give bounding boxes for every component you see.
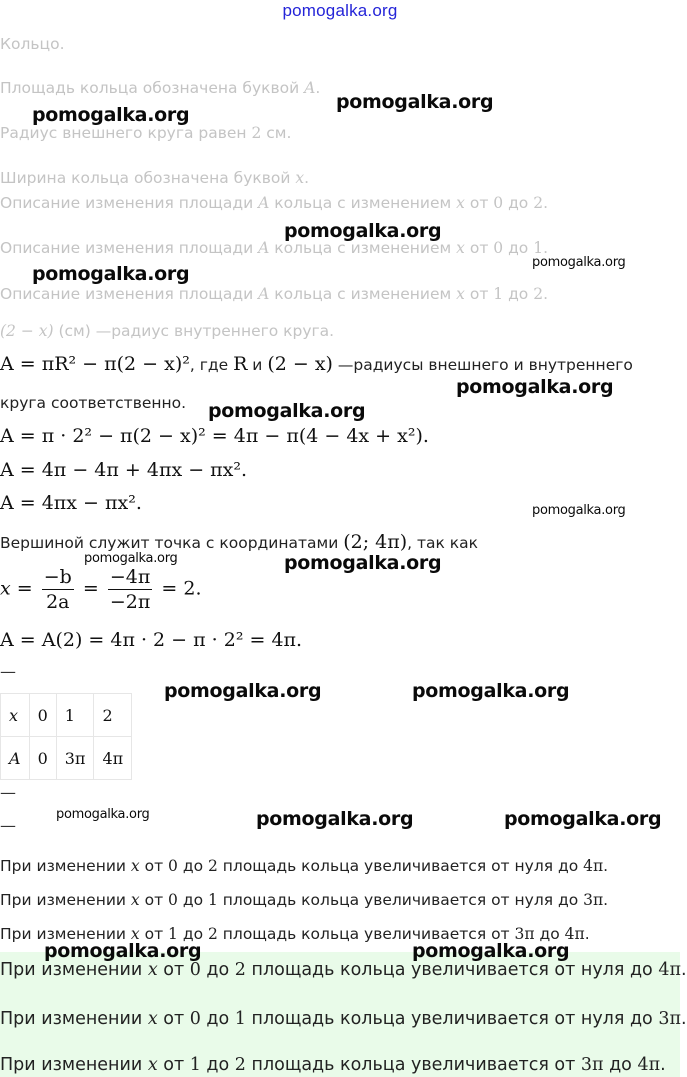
- text: кольца с изменением: [269, 194, 457, 212]
- value: 0: [493, 194, 504, 212]
- text: площадь кольца увеличивается от нуля до: [217, 857, 584, 875]
- text: При изменении: [0, 925, 131, 943]
- text: Описание изменения площади: [0, 285, 259, 303]
- var-x: x: [456, 194, 465, 212]
- text: площадь кольца увеличивается от нуля до: [245, 960, 659, 980]
- inner-radius-expr: (2 − x): [0, 322, 54, 340]
- watermark: pomogalka.org: [284, 220, 442, 242]
- inner-radius-line: [0, 320, 334, 342]
- conclusion-big-2: [0, 1007, 687, 1031]
- text: (см) —радиус внутреннего круга.: [53, 322, 335, 340]
- text: При изменении: [0, 857, 131, 875]
- text: до: [603, 1055, 638, 1075]
- watermark: pomogalka.org: [532, 255, 626, 270]
- text: .: [680, 1009, 687, 1029]
- text: до: [534, 925, 565, 943]
- lhs: x =: [0, 577, 33, 600]
- formula1-continuation: круга соответственно.: [0, 394, 187, 412]
- text: Описание изменения площади: [0, 194, 259, 212]
- value: 0: [493, 239, 504, 257]
- value: 3π: [514, 925, 535, 943]
- text: от: [157, 1055, 190, 1075]
- text: от: [157, 960, 190, 980]
- value: 2: [207, 857, 218, 875]
- inner-radius-expr: (2 − x): [267, 353, 333, 375]
- table-cell: 0: [29, 694, 56, 737]
- text: площадь кольца увеличивается от: [217, 925, 515, 943]
- watermark: pomogalka.org: [256, 808, 414, 830]
- table-cell: 2: [94, 694, 132, 737]
- value: 2: [533, 194, 544, 212]
- denominator: −2π: [109, 591, 151, 613]
- problem-task-3: [0, 283, 548, 305]
- text: .: [304, 169, 310, 187]
- text: от: [157, 1009, 190, 1029]
- text: до: [503, 285, 534, 303]
- var-r: R: [233, 353, 248, 375]
- text: При изменении: [0, 891, 131, 909]
- denominator: 2a: [46, 591, 70, 613]
- text: При изменении: [0, 1009, 148, 1029]
- table-row: [1, 737, 132, 780]
- watermark: pomogalka.org: [208, 400, 366, 422]
- text: до: [200, 960, 235, 980]
- text: площадь кольца увеличивается от: [245, 1055, 581, 1075]
- text: до: [503, 239, 534, 257]
- value: 1: [168, 925, 178, 943]
- value: 0: [189, 1009, 201, 1029]
- text: .: [603, 857, 609, 875]
- formula-area-final: A = 4πx − πx².: [0, 492, 142, 514]
- text: до: [200, 1009, 235, 1029]
- var-x: x: [147, 1009, 158, 1029]
- problem-line-area: [0, 77, 320, 99]
- watermark: pomogalka.org: [284, 552, 442, 574]
- problem-task-2: [0, 237, 548, 259]
- text: от: [139, 891, 169, 909]
- value: 2: [207, 925, 218, 943]
- problem-title: Кольцо.: [0, 35, 65, 53]
- text: , так как: [407, 534, 479, 552]
- text: .: [543, 239, 549, 257]
- dash-separator: —: [0, 816, 16, 835]
- formula-area-at-vertex: A = A(2) = 4π · 2 − π · 2² = 4π.: [0, 629, 303, 651]
- formula: A = πR² − π(2 − x)²: [0, 353, 190, 375]
- var-a: A: [258, 239, 270, 257]
- var-x: x: [295, 169, 305, 187]
- site-header-link[interactable]: pomogalka.org: [282, 1, 398, 20]
- value: 2: [234, 960, 246, 980]
- table-row: [1, 694, 132, 737]
- var-x: x: [130, 891, 140, 909]
- vertex-coordinate: (2; 4π): [343, 531, 408, 553]
- text: до: [177, 925, 208, 943]
- value: 3π: [658, 1009, 681, 1029]
- text: площадь кольца увеличивается от нуля до: [217, 891, 584, 909]
- watermark: pomogalka.org: [412, 940, 570, 962]
- equals: =: [82, 577, 99, 600]
- var-a: A: [304, 79, 316, 97]
- value: 4π: [637, 1055, 661, 1075]
- value: 1: [207, 891, 218, 909]
- fraction-b-2a: [42, 565, 74, 614]
- fraction-4pi-2pi: [108, 565, 153, 614]
- text: —радиусы внешнего и внутреннего: [332, 356, 633, 374]
- watermark: pomogalka.org: [412, 680, 570, 702]
- var-x: x: [130, 925, 140, 943]
- watermark: pomogalka.org: [84, 551, 178, 566]
- watermark: pomogalka.org: [56, 807, 150, 822]
- var-x: x: [147, 1055, 158, 1075]
- text: от: [139, 857, 169, 875]
- dash-separator: —: [0, 662, 16, 681]
- text: Площадь кольца обозначена буквой: [0, 79, 305, 97]
- text: .: [680, 960, 687, 980]
- value: 0: [189, 960, 201, 980]
- value: 3π: [583, 891, 604, 909]
- var-a: A: [258, 285, 270, 303]
- table-cell: A: [1, 737, 30, 780]
- text: .: [315, 79, 321, 97]
- text: и: [247, 356, 268, 374]
- text: Вершиной служит точка с координатами: [0, 534, 344, 552]
- text: Описание изменения площади: [0, 239, 259, 257]
- text: , где: [189, 356, 234, 374]
- text: до: [200, 1055, 235, 1075]
- value: 1: [493, 285, 504, 303]
- value: 2: [533, 285, 544, 303]
- text: .: [603, 891, 609, 909]
- text: кольца с изменением: [269, 239, 457, 257]
- values-table: [0, 693, 132, 780]
- text: Ширина кольца обозначена буквой: [0, 169, 296, 187]
- var-x: x: [456, 285, 465, 303]
- watermark: pomogalka.org: [32, 263, 190, 285]
- value: 3π: [580, 1055, 604, 1075]
- table-cell: 3π: [56, 737, 94, 780]
- watermark: pomogalka.org: [44, 940, 202, 962]
- text: .: [584, 925, 590, 943]
- text: .: [660, 1055, 666, 1075]
- watermark: pomogalka.org: [164, 680, 322, 702]
- text: площадь кольца увеличивается от нуля до: [245, 1009, 659, 1029]
- text: .: [543, 194, 549, 212]
- table-cell: 0: [29, 737, 56, 780]
- text: При изменении: [0, 960, 148, 980]
- problem-line-width: [0, 167, 309, 189]
- var-x: x: [130, 857, 140, 875]
- table-cell: x: [1, 694, 30, 737]
- formula-area-expanded: A = π · 2² − π(2 − x)² = 4π − π(4 − 4x + x²).: [0, 425, 429, 447]
- text: кольца с изменением: [269, 285, 457, 303]
- watermark: pomogalka.org: [336, 91, 494, 113]
- text: см.: [261, 124, 292, 142]
- formula-area-general: [0, 352, 633, 376]
- text: .: [543, 285, 549, 303]
- text: от: [464, 194, 494, 212]
- value: 4π: [564, 925, 585, 943]
- value: 1: [234, 1009, 246, 1029]
- text: от: [464, 239, 494, 257]
- var-x: x: [456, 239, 465, 257]
- value: 4π: [658, 960, 681, 980]
- text: При изменении: [0, 1055, 148, 1075]
- watermark: pomogalka.org: [456, 376, 614, 398]
- value: 2: [234, 1055, 246, 1075]
- value: 0: [168, 891, 178, 909]
- text: до: [177, 891, 208, 909]
- table-cell: 1: [56, 694, 94, 737]
- value: 2: [251, 124, 262, 142]
- text: от: [139, 925, 169, 943]
- conclusion-big-3: [0, 1053, 666, 1077]
- var-x: x: [147, 960, 158, 980]
- vertex-formula: [0, 565, 201, 614]
- value: 0: [168, 857, 178, 875]
- dash-separator: —: [0, 783, 16, 802]
- watermark: pomogalka.org: [32, 104, 190, 126]
- numerator: −4π: [109, 566, 151, 588]
- text: от: [464, 285, 494, 303]
- table-cell: 4π: [94, 737, 132, 780]
- text: Радиус внешнего круга равен: [0, 124, 252, 142]
- text: до: [177, 857, 208, 875]
- conclusion-small-2: [0, 889, 608, 911]
- problem-task-1: [0, 192, 548, 214]
- value: 1: [533, 239, 544, 257]
- text: до: [503, 194, 534, 212]
- conclusion-small-1: [0, 855, 608, 877]
- value: 4π: [583, 857, 604, 875]
- result: = 2.: [161, 577, 202, 600]
- watermark: pomogalka.org: [532, 503, 626, 518]
- var-a: A: [258, 194, 270, 212]
- watermark: pomogalka.org: [504, 808, 662, 830]
- formula-area-simplified: A = 4π − 4π + 4πx − πx².: [0, 459, 248, 481]
- value: 1: [189, 1055, 201, 1075]
- vertex-line: [0, 530, 478, 554]
- numerator: −b: [43, 566, 72, 588]
